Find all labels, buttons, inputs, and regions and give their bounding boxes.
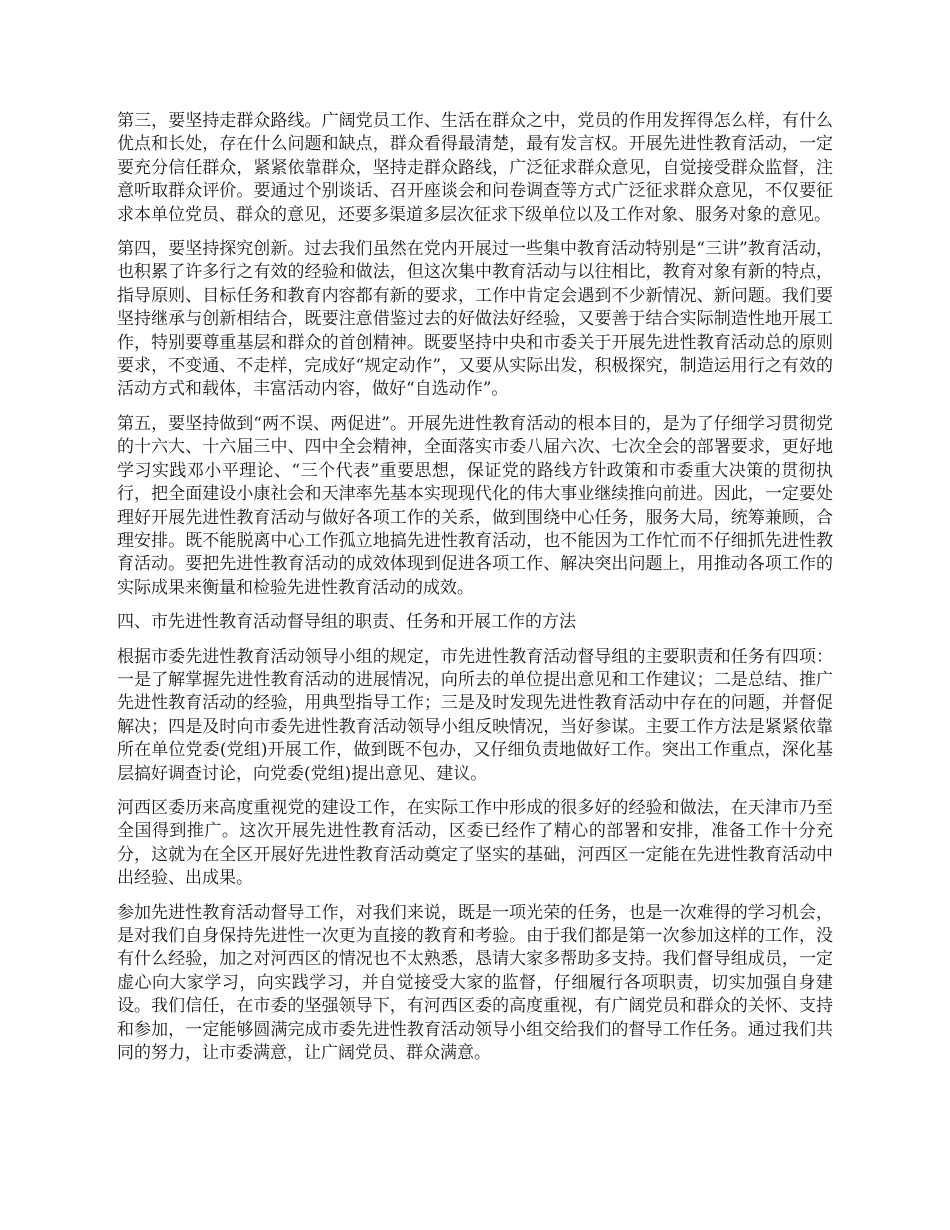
section-heading-supervision-group: 四、市先进性教育活动督导组的职责、任务和开展工作的方法 — [117, 612, 576, 633]
paragraph-mass-line: 第三，要坚持走群众路线。广阔党员工作、生活在群众之中，党员的作用发挥得怎么样，有什么优点和长处，存在什么问题和缺点，群众看得最清楚，最有发言权。开展先进性教育活动，一定要充分信任群众，紧紧依靠群众，坚持走群众路线，广泛征求群众意见，自觉接受群众监督，注意听取群众评价。要通过个别谈话、召开座谈会和问卷调查等方式广泛征求群众意见，不仅要征求本单位党员、群众的意见，还要多渠道多层次征求下级单位以及工作对象、服务对象的意见。 — [117, 111, 833, 225]
paragraph-innovation: 第四，要坚持探究创新。过去我们虽然在党内开展过一些集中教育活动特别是“三讲”教育活动，也积累了许多行之有效的经验和做法，但这次集中教育活动与以往相比，教育对象有新的特点，指导原则、目标任务和教育内容都有新的要求，工作中肯定会遇到不少新情况、新问题。我们要坚持继承与创新相结合，既要注意借鉴过去的好做法好经验，又要善于结合实际制造性地开展工作，特别要尊重基层和群众的首创精神。既要坚持中央和市委关于开展先进性教育活动总的原则要求，不变通、不走样，完成好“规定动作”，又要从实际出发，积极探究，制造运用行之有效的活动方式和载体，丰富活动内容，做好“自选动作”。 — [117, 239, 833, 400]
paragraph-two-promotions: 第五，要坚持做到“两不误、两促进”。开展先进性教育活动的根本目的，是为了仔细学习贯彻党的十六大、十六届三中、四中全会精神，全面落实市委八届六次、七次全会的部署要求，更好地学习实践邓小平理论、“三个代表”重要思想，保证党的路线方针政策和市委重大决策的贯彻执行，把全面建设小康社会和天津率先基本实现现代化的伟大事业继续推向前进。因此，一定要处理好开展先进性教育活动与做好各项工作的关系，做到围绕中心任务，服务大局，统筹兼顾，合理安排。既不能脱离中心工作孤立地搞先进性教育活动，也不能因为工作忙而不仔细抓先进性教育活动。要把先进性教育活动的成效体现到促进各项工作、解决突出问题上，用推动各项工作的实际成果来衡量和检验先进性教育活动的成效。 — [117, 413, 833, 598]
paragraph-closing: 参加先进性教育活动督导工作，对我们来说，既是一项光荣的任务，也是一次难得的学习机会，是对我们自身保持先进性一次更为直接的教育和考验。由于我们都是第一次参加这样的工作，没有什么经验，加之对河西区的情况也不太熟悉，恳请大家多帮助多支持。我们督导组成员，一定虚心向大家学习，向实践学习，并自觉接受大家的监督，仔细履行各项职责，切实加强自身建设。我们信任，在市委的坚强领导下，有河西区委的高度重视，有广阔党员和群众的关怀、支持和参加，一定能够圆满完成市委先进性教育活动领导小组交给我们的督导工作任务。通过我们共同的努力，让市委满意，让广阔党员、群众满意。 — [117, 902, 833, 1064]
paragraph-duties-tasks: 根据市委先进性教育活动领导小组的规定，市先进性教育活动督导组的主要职责和任务有四项：一是了解掌握先进性教育活动的进展情况，向所去的单位提出意见和工作建议；二是总结、推广先进性教育活动的经验，用典型指导工作；三是及时发现先进性教育活动中存在的问题，并督促解决；四是及时向市委先进性教育活动领导小组反映情况，当好参谋。主要工作方法是紧紧依靠所在单位党委(党组)开展工作，做到既不包办，又仔细负责地做好工作。突出工作重点，深化基层搞好调查讨论，向党委(党组)提出意见、建议。 — [117, 646, 833, 784]
paragraph-hexi-district: 河西区委历来高度重视党的建设工作，在实际工作中形成的很多好的经验和做法，在天津市乃至全国得到推广。这次开展先进性教育活动，区委已经作了精心的部署和安排，准备工作十分充分，这就为在全区开展好先进性教育活动奠定了坚实的基础，河西区一定能在先进性教育活动中出经验、出成果。 — [117, 797, 833, 889]
